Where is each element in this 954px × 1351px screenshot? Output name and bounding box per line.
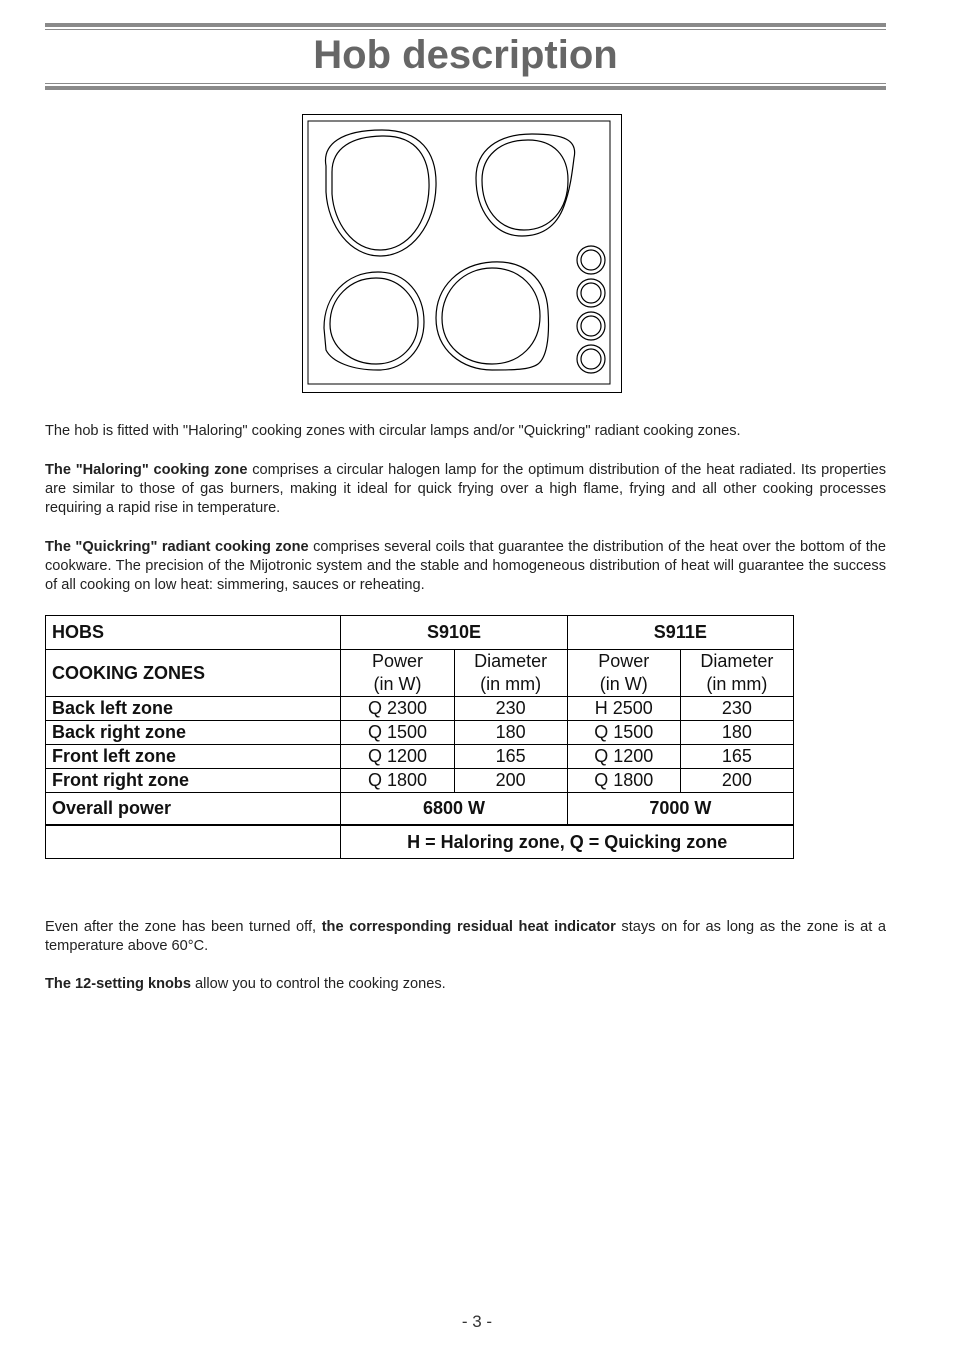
table-row [46,745,794,769]
table-row [46,697,794,721]
quickring-paragraph [45,538,886,595]
cooking-zone-back-right [476,134,575,236]
knob-4-inner [581,349,601,369]
residual-text-pre: Even after the zone has been turned off, [45,919,322,935]
s911e-power: H 2500 [567,697,680,721]
legend-empty-cell [46,825,341,859]
knob-3-inner [581,316,601,336]
haloring-heading: The "Haloring" cooking zone [45,462,248,478]
knobs-paragraph [45,975,886,994]
overall-power-label: Overall power [46,793,341,826]
header-rule-thick [45,23,886,27]
s911e-overall-power: 7000 W [567,793,793,826]
s910e-diameter: 180 [454,721,567,745]
s910e-power: Q 1500 [341,721,454,745]
intro-paragraph: The hob is fitted with "Haloring" cooking zones with circular lamps and/or "Quickring" radiant cooking zones. [45,423,741,439]
diameter-header-top: Diameter [700,651,774,671]
model-s911e: S911E [567,616,793,650]
header-rule-thick-bottom [45,86,886,90]
knobs-text: allow you to control the cooking zones. [190,976,446,992]
s911e-diameter: 180 [680,721,793,745]
s910e-diameter: 200 [454,769,567,793]
hob-spec-table [45,615,794,859]
table-legend: H = Haloring zone, Q = Quicking zone [341,825,794,859]
s910e-power: Q 1800 [341,769,454,793]
s911e-diameter: 165 [680,745,793,769]
haloring-paragraph [45,461,886,518]
s910e-diameter: 230 [454,697,567,721]
residual-heat-paragraph [45,918,886,956]
knob-1-inner [581,250,601,270]
cooking-zones-label: COOKING ZONES [46,650,341,697]
power-header-top: Power [371,651,423,671]
zone-name: Back right zone [46,721,341,745]
zone-name: Front right zone [46,769,341,793]
overall-power-row [46,793,794,826]
s911e-power: Q 1200 [567,745,680,769]
cooking-zone-back-left [325,130,436,256]
power-header-bottom: (in W) [599,674,648,694]
residual-heat-heading: the corresponding residual heat indicator [321,919,616,935]
table-header-row [46,616,794,650]
hobs-label: HOBS [46,616,341,650]
s910e-overall-power: 6800 W [341,793,567,826]
s910e-power: Q 2300 [341,697,454,721]
power-header-top: Power [598,651,650,671]
cooking-zone-front-left [324,272,424,370]
cooking-zone-front-right [436,262,549,370]
diameter-header-bottom: (in mm) [706,674,768,694]
power-header [567,650,680,697]
diameter-header [454,650,567,697]
legend-row [46,825,794,859]
diameter-header [680,650,793,697]
quickring-heading: The "Quickring" radiant cooking zone [45,539,309,555]
s911e-power: Q 1800 [567,769,680,793]
s910e-power: Q 1200 [341,745,454,769]
zone-name: Back left zone [46,697,341,721]
diameter-header-bottom: (in mm) [480,674,542,694]
s911e-power: Q 1500 [567,721,680,745]
s911e-diameter: 200 [680,769,793,793]
hob-diagram [302,114,622,394]
s911e-diameter: 230 [680,697,793,721]
table-row [46,769,794,793]
power-header [341,650,454,697]
knobs-heading: The 12-setting knobs [45,976,191,992]
residual-text-post: stays on for as long as the zone is at a temperature above 60°C. [45,919,886,954]
power-header-bottom: (in W) [373,674,422,694]
table-row [46,721,794,745]
model-s910e: S910E [341,616,567,650]
table-subheader-row [46,650,794,697]
hob-outer-frame [303,115,622,393]
haloring-text: comprises a circular halogen lamp for the optimum distribution of the heat radiated. Its properties are similar to those of gas burners, making it ideal for quick frying over a high flame, frying and all other cooking processes requiring a rapid rise in temperature. [45,462,886,516]
s910e-diameter: 165 [454,745,567,769]
quickring-text: comprises several coils that guarantee the distribution of the heat over the bottom of the cookware. The precision of the Mijotronic system and the stable and homogeneous distribution of heat will guarantee the success of all cooking on low heat: simmering, sauces or reheating. [45,539,886,593]
page-title: Hob description [313,33,618,77]
diameter-header-top: Diameter [474,651,548,671]
zone-name: Front left zone [46,745,341,769]
header-rule-thin-bottom [45,83,886,84]
knob-2-inner [581,283,601,303]
control-knobs [577,246,605,373]
page-number: - 3 - [461,1312,493,1331]
